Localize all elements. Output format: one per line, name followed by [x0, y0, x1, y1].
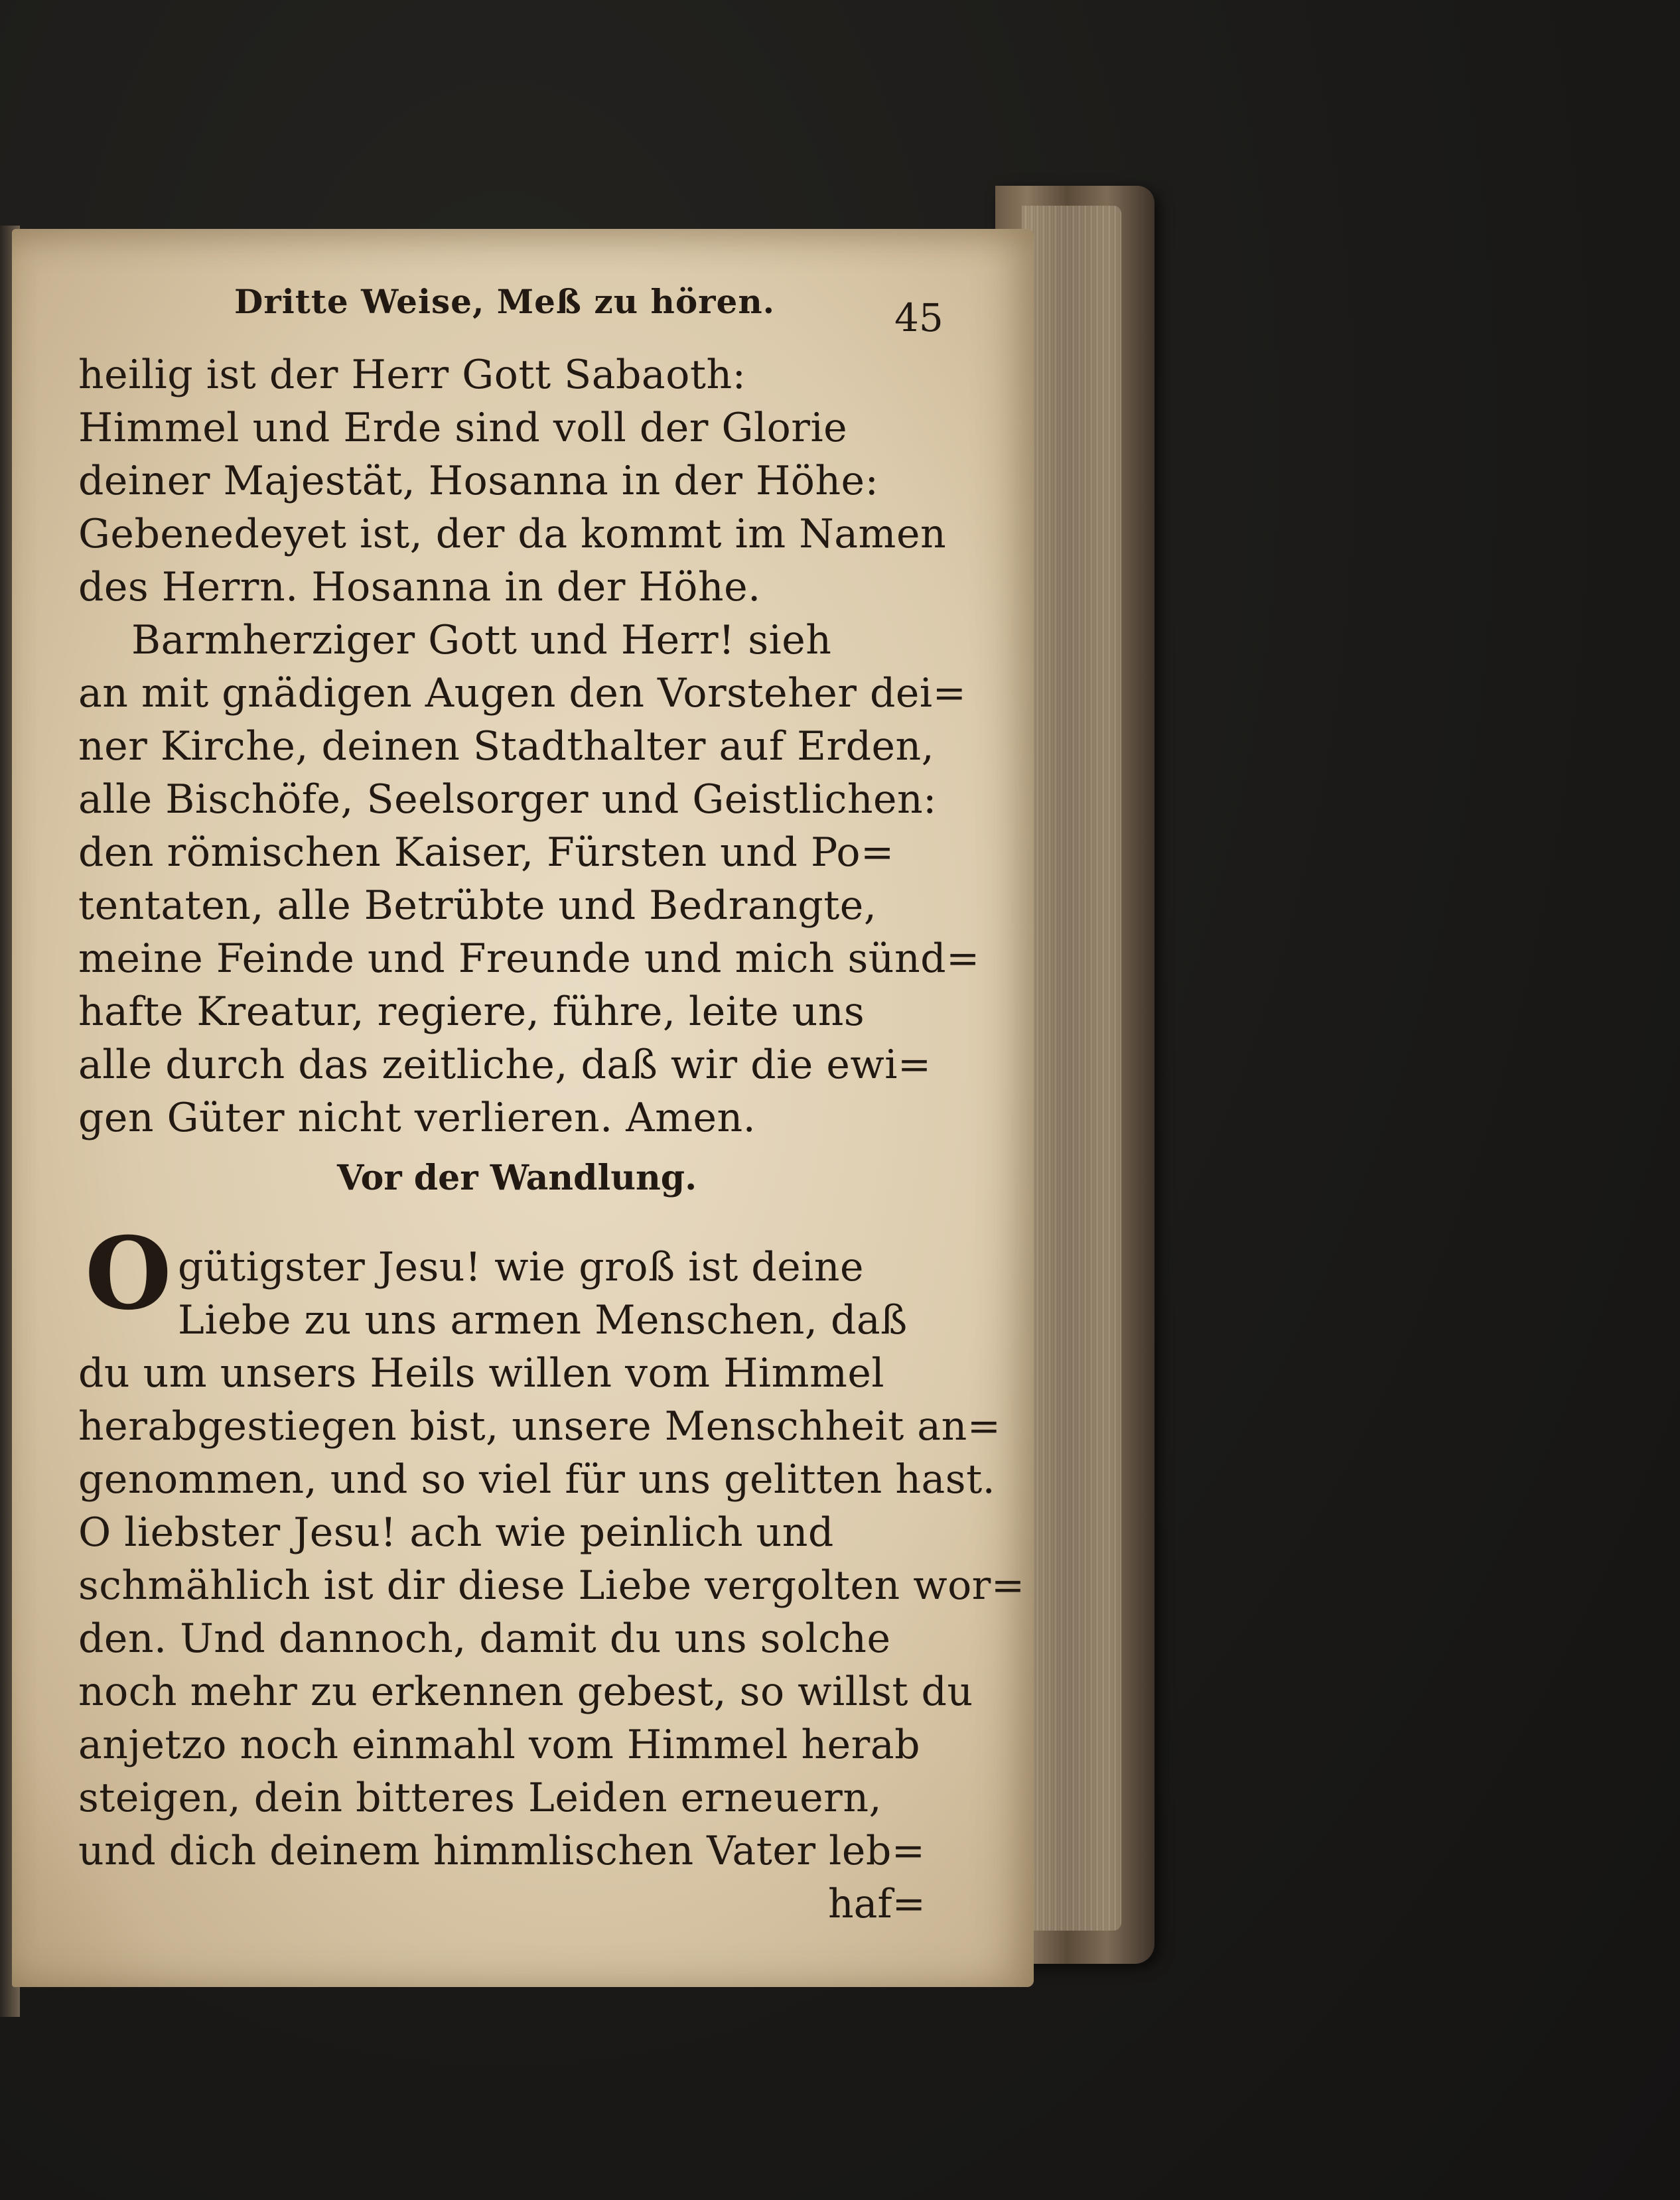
text-line: hafte Kreatur, regiere, führe, leite uns	[78, 989, 865, 1035]
text-line: heilig ist der Herr Gott Sabaoth:	[78, 352, 746, 398]
text-line: den römischen Kaiser, Fürsten und Po=	[78, 829, 894, 876]
text-line: Himmel und Erde sind voll der Glorie	[78, 405, 848, 451]
text-line: und dich deinem himmlischen Vater leb=	[78, 1828, 926, 1874]
text-line: an mit gnädigen Augen den Vorsteher dei=	[78, 670, 967, 717]
text-line: steigen, dein bitteres Leiden erneuern,	[78, 1775, 882, 1821]
text-line: gen Güter nicht verlieren. Amen.	[78, 1095, 756, 1141]
section-heading: Vor der Wandlung.	[337, 1158, 697, 1198]
text-line: noch mehr zu erkennen gebest, so willst du	[78, 1669, 973, 1715]
text-line: du um unsers Heils willen vom Himmel	[78, 1350, 885, 1397]
text-line: ner Kirche, deinen Stadthalter auf Erden,	[78, 723, 935, 770]
text-line: genommen, und so viel für uns gelitten hast.	[78, 1456, 996, 1503]
running-head: Dritte Weise, Meß zu hören.	[234, 282, 776, 321]
page-number: 45	[894, 295, 944, 340]
text-line: deiner Majestät, Hosanna in der Höhe:	[78, 458, 879, 504]
text-line: alle durch das zeitliche, daß wir die ewi=	[78, 1042, 932, 1088]
text-line: Barmherziger Gott und Herr! sieh	[131, 617, 832, 663]
text-line: tentaten, alle Betrübte und Bedrangte,	[78, 882, 877, 929]
book-page	[12, 229, 1034, 1987]
text-line: O liebster Jesu! ach wie peinlich und	[78, 1509, 834, 1556]
catchword: haf=	[828, 1881, 926, 1927]
text-line: Gebenedeyet ist, der da kommt im Namen	[78, 511, 947, 557]
text-line: anjetzo noch einmahl vom Himmel herab	[78, 1722, 921, 1768]
text-line: des Herrn. Hosanna in der Höhe.	[78, 564, 761, 610]
page-edges	[1022, 206, 1121, 1931]
text-line: schmählich ist dir diese Liebe vergolten wor=	[78, 1562, 1025, 1609]
text-line: gütigster Jesu! wie groß ist deine	[178, 1244, 865, 1290]
text-line: meine Feinde und Freunde und mich sünd=	[78, 935, 980, 982]
text-line: alle Bischöfe, Seelsorger und Geistlichen:	[78, 776, 937, 823]
drop-cap: O	[85, 1215, 172, 1332]
text-line: herabgestiegen bist, unsere Menschheit an=	[78, 1403, 1001, 1450]
text-line: Liebe zu uns armen Menschen, daß	[178, 1297, 908, 1343]
text-line: den. Und dannoch, damit du uns solche	[78, 1616, 891, 1662]
